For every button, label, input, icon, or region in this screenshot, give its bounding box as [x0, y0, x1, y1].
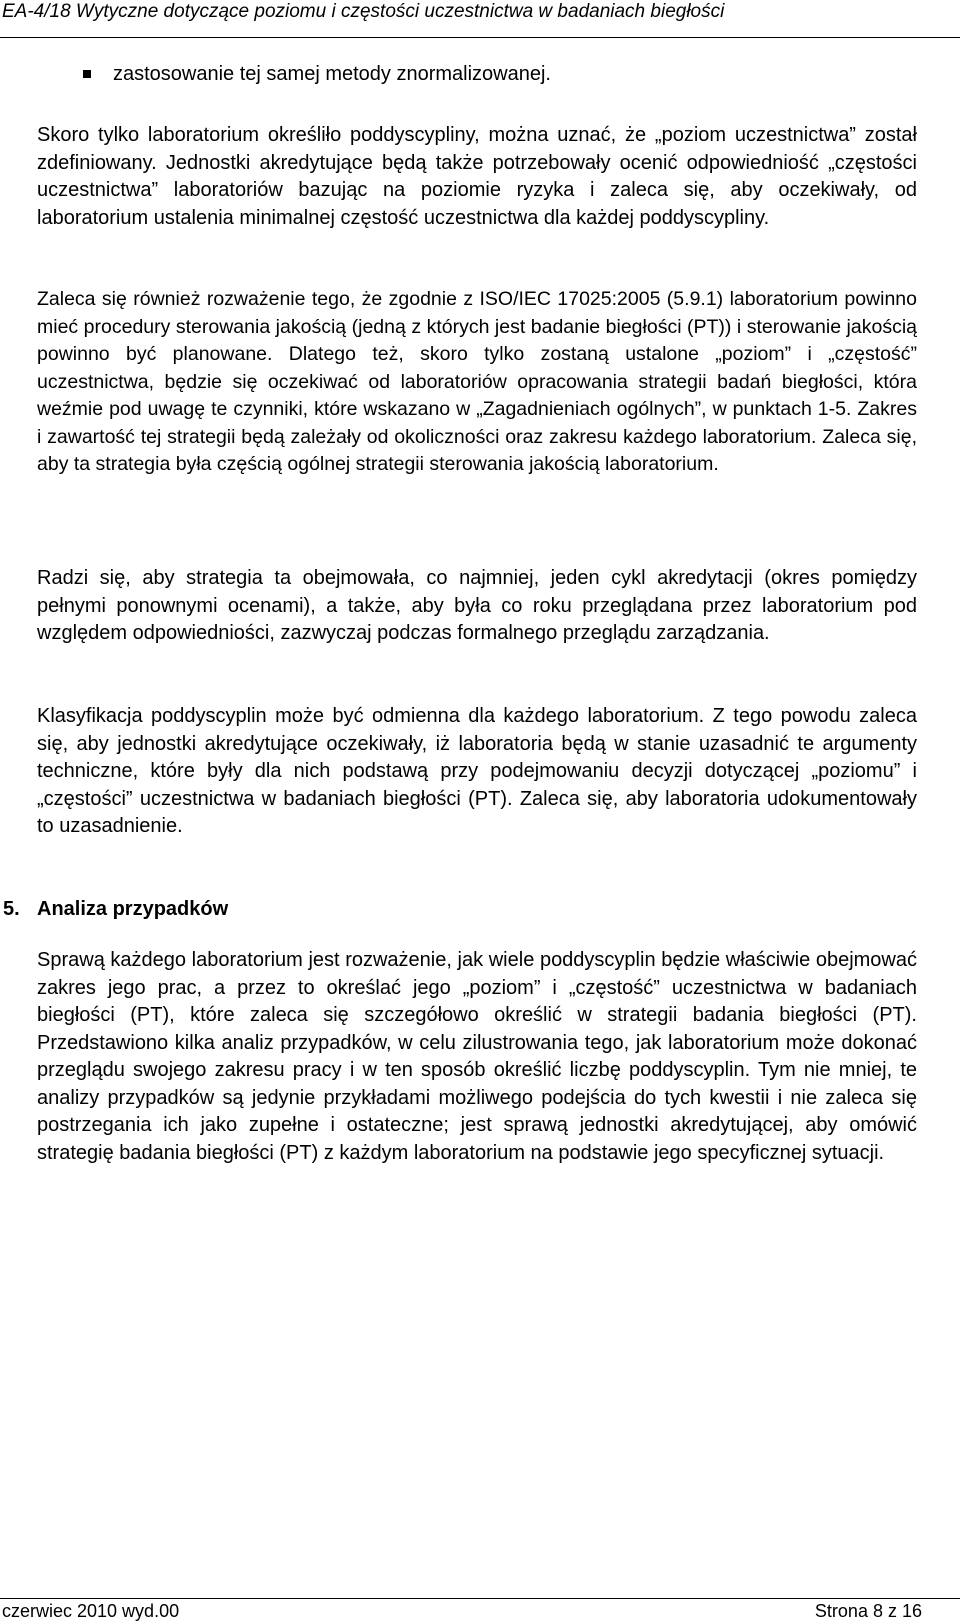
paragraph-3: Radzi się, aby strategia ta obejmowała, co najmniej, jeden cykl akredytacji (okres pomiędzy pełnymi ponownymi ocenami), a także, aby była co roku przeglądana przez laboratorium pod względem odpowiedniości, zazwyczaj podczas formalnego przeglądu zarządzania. — [37, 567, 917, 644]
paragraph-4: Klasyfikacja poddyscyplin może być odmienna dla każdego laboratorium. Z tego powodu zaleca się, aby jednostki akredytujące oczekiwały, iż laboratoria będą w stanie uzasadnić te argumenty techniczne, które były dla nich podstawą przy podejmowaniu decyzji dotyczącej „poziomu” i „częstości” uczestnictwa w badaniach biegłości (PT). Zaleca się, aby laboratoria udokumentowały to uzasadnienie. — [37, 705, 917, 837]
page-number: Strona 8 z 16 — [814, 1601, 922, 1621]
bullet-item: zastosowanie tej samej metody znormalizowanej. — [113, 63, 551, 85]
section-number: 5. — [3, 898, 20, 920]
document-title: EA-4/18 Wytyczne dotyczące poziomu i częstości uczestnictwa w badaniach biegłości — [2, 1, 725, 22]
section-heading: Analiza przypadków — [37, 898, 229, 920]
footer-date: czerwiec 2010 wyd.00 — [2, 1601, 180, 1621]
page-header — [0, 0, 960, 38]
paragraph-2: Zaleca się również rozważenie tego, że zgodnie z ISO/IEC 17025:2005 (5.9.1) laboratorium powinno mieć procedury sterowania jakością (jedną z których jest badanie biegłości (PT)) i sterowanie jakością powinno być planowane. Dlatego też, skoro tylko zostaną ustalone „poziom” i „częstość” uczestnictwa, będzie się oczekiwać od laboratoriów opracowania strategii badań biegłości, która weźmie pod uwagę te czynniki, które wskazano w „Zagadnieniach ogólnych”, w punktach 1-5. Zakres i zawartość tej strategii będą zależały od okoliczności oraz zakresu każdego laboratorium. Zaleca się, aby ta strategia była częścią ogólnej strategii sterowania jakością laboratorium. — [37, 288, 917, 475]
page-footer — [0, 1598, 960, 1624]
paragraph-1: Skoro tylko laboratorium określiło poddyscypliny, można uznać, że „poziom uczestnictwa” został zdefiniowany. Jednostki akredytujące będą także potrzebowały ocenić odpowiedniość „częstości uczestnictwa” laboratoriów bazując na poziomie ryzyka i zaleca się, aby oczekiwały, od laboratorium ustalenia minimalnej częstość uczestnictwa dla każdej poddyscypliny. — [37, 124, 917, 229]
square-bullet-icon — [83, 70, 91, 78]
paragraph-5: Sprawą każdego laboratorium jest rozważenie, jak wiele poddyscyplin będzie właściwie obejmować zakres jego prac, a przez to określać jego „poziom” i „częstość” uczestnictwa w badaniach biegłości (PT), które zaleca się szczegółowo określić w strategii badania biegłości (PT). Przedstawiono kilka analiz przypadków, w celu zilustrowania tego, jak laboratorium może dokonać przeglądu swojego zakresu pracy i w ten sposób określić liczbę poddyscyplin. Tym nie mniej, te analizy przypadków są jedynie przykładami możliwego podejścia do tych kwestii i nie zaleca się postrzegania ich jako zupełne i ostateczne; jest sprawą jednostki akredytującej, aby omówić strategię badania biegłości (PT) z każdym laboratorium na podstawie jego specyficznej sytuacji. — [37, 949, 917, 1164]
